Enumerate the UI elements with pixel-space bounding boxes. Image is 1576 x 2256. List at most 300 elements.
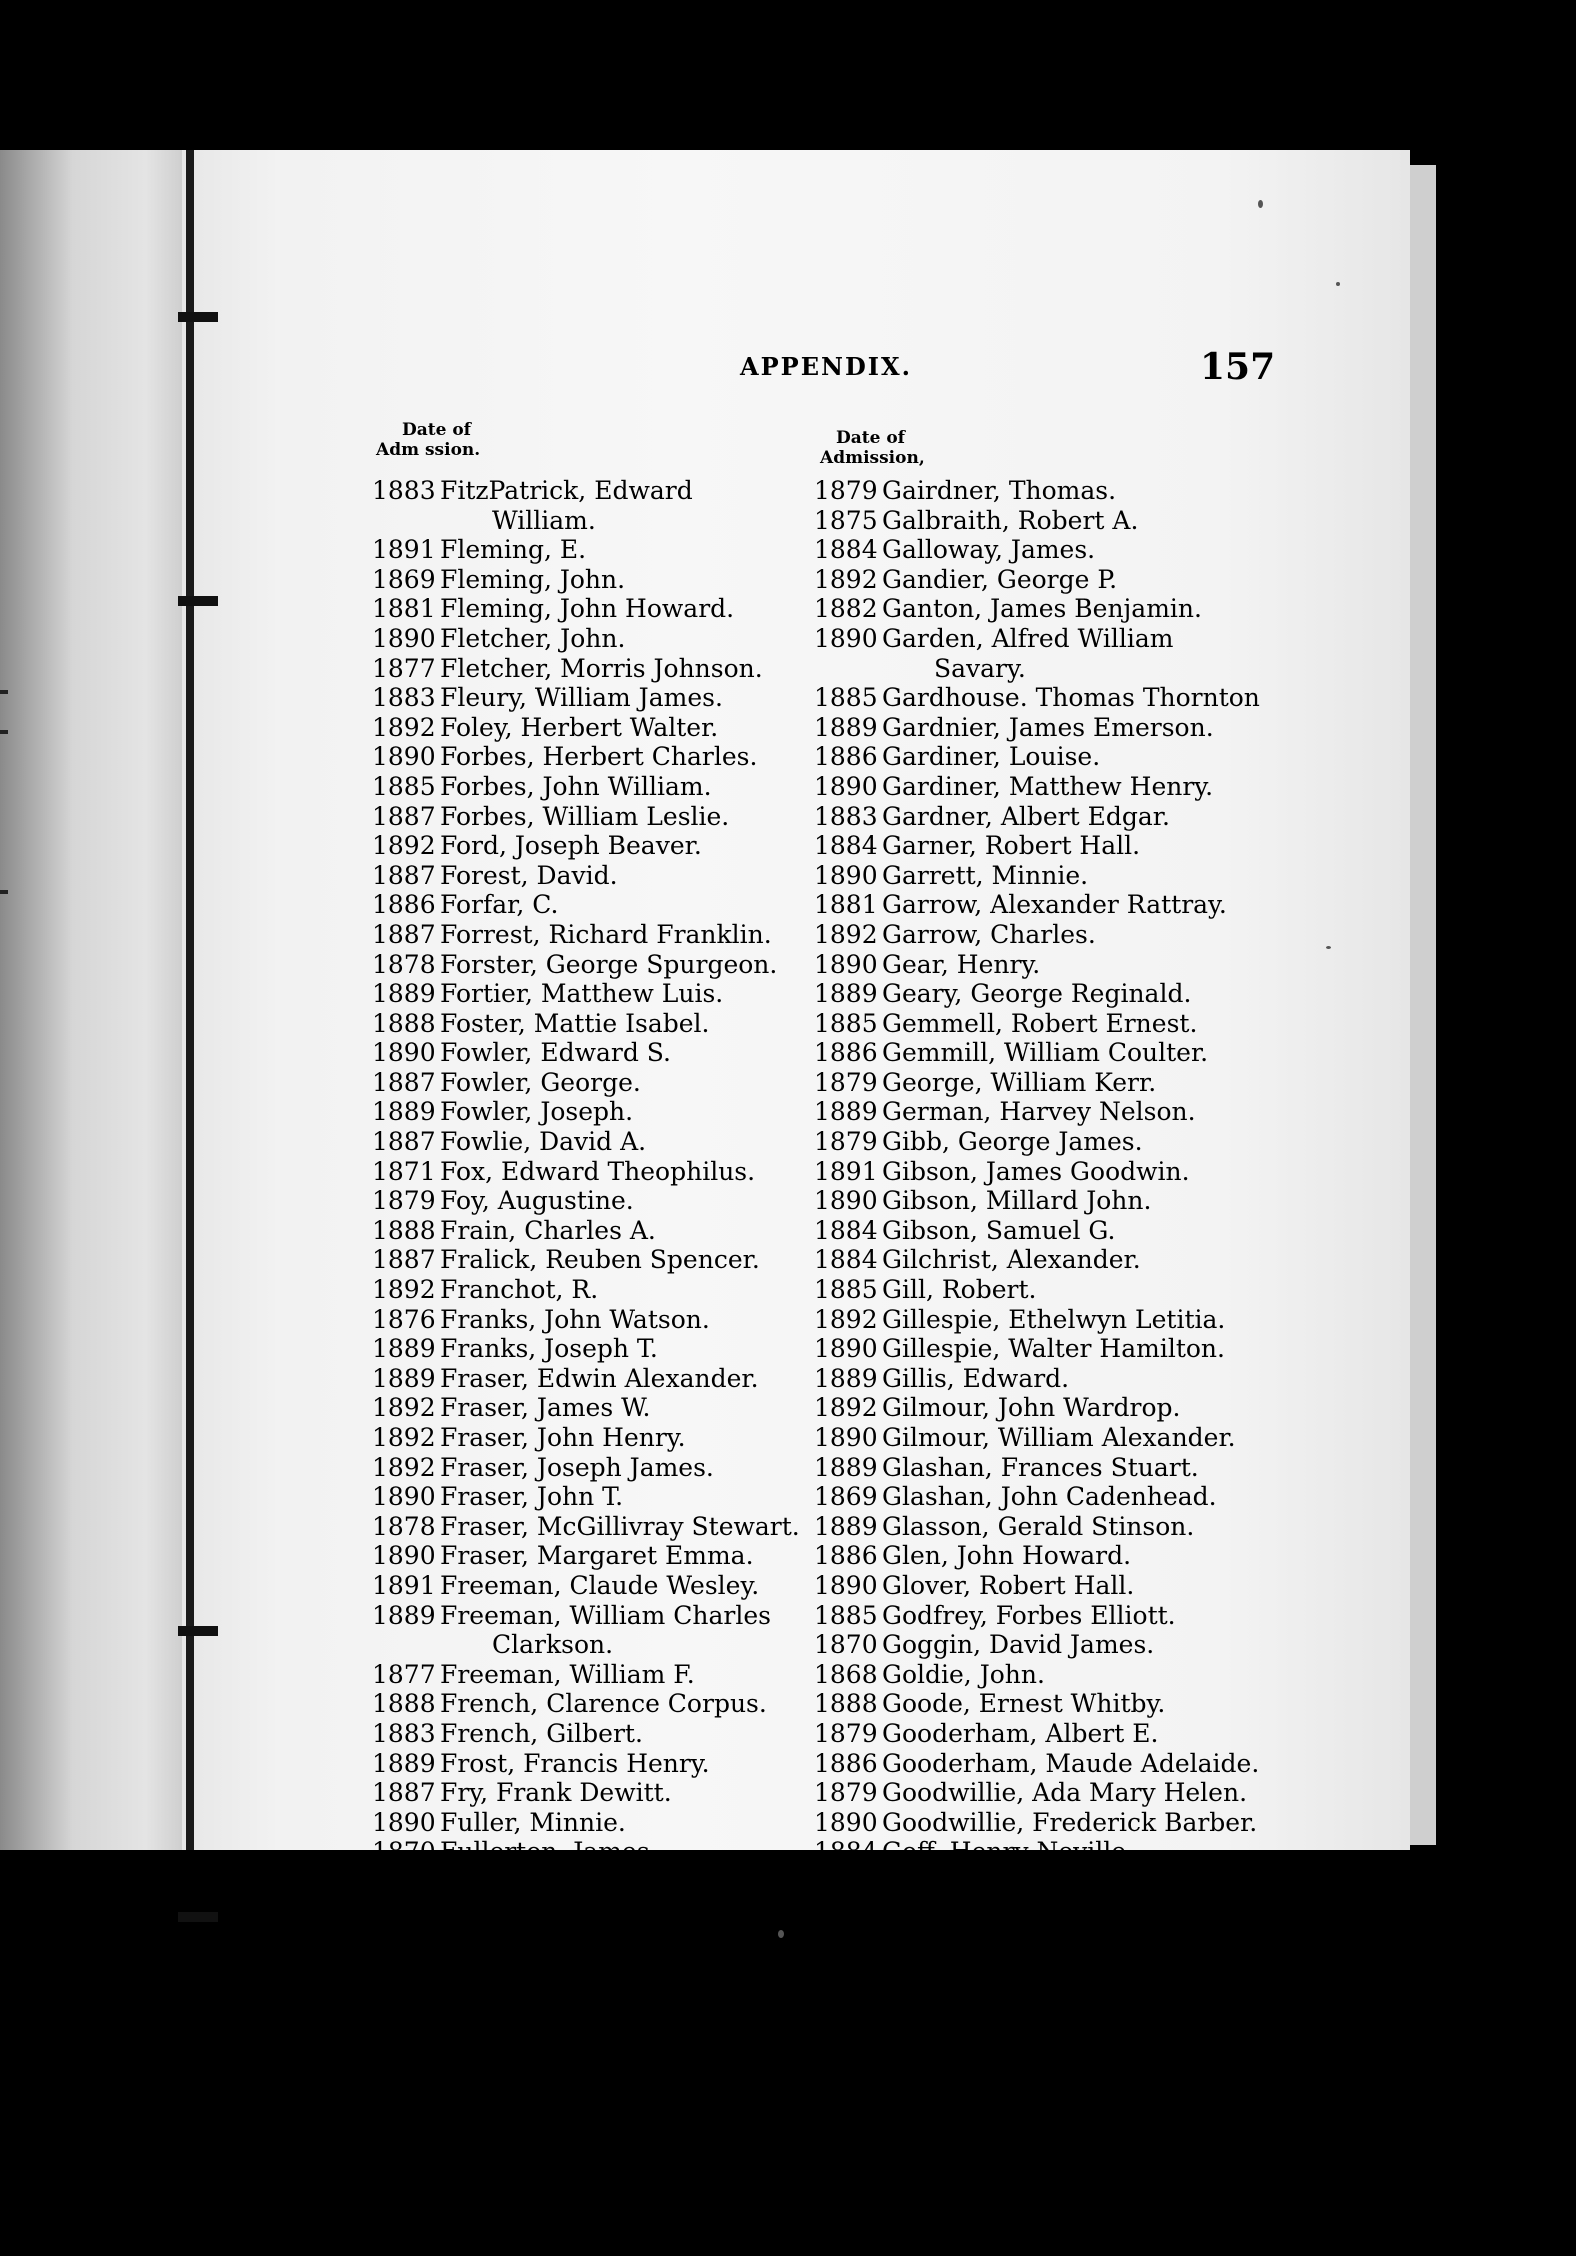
member-name: Fowler, George. (440, 1067, 641, 1097)
register-entry (814, 594, 1264, 624)
member-name: Gooderham, Albert E. (882, 1718, 1159, 1748)
register-entry (372, 1660, 822, 1690)
member-name: Gardner, Albert Edgar. (882, 801, 1170, 831)
member-name: Fox, Edward Theophilus. (440, 1156, 756, 1186)
register-entry (814, 535, 1264, 565)
register-entry (814, 1660, 1264, 1690)
member-name: Forfar, C. (440, 890, 559, 920)
register-entry (814, 1157, 1264, 1187)
admission-year: 1869 (372, 564, 436, 594)
register-entry (372, 1038, 822, 1068)
register-entry (814, 1275, 1264, 1305)
binding-clip-4 (178, 1912, 218, 1922)
member-name: Ganton, James Benjamin. (882, 594, 1202, 624)
register-entry (372, 1453, 822, 1483)
admission-year: 1870 (372, 1837, 436, 1867)
dust-speck (1258, 200, 1263, 208)
admission-year: 1882 (814, 594, 878, 624)
member-name: Frain, Charles A. (440, 1215, 656, 1245)
member-name: Foley, Herbert Walter. (440, 712, 719, 742)
register-entry (372, 831, 822, 861)
member-name: Glen, John Howard. (882, 1541, 1132, 1571)
register-entry (372, 654, 822, 684)
register-entry (814, 920, 1264, 950)
admission-year: 1890 (814, 1334, 878, 1364)
admission-year: 1889 (814, 1452, 878, 1482)
register-entry (372, 1275, 822, 1305)
register-entry (372, 1305, 822, 1335)
member-name: Gillespie, Walter Hamilton. (882, 1334, 1225, 1364)
admission-year: 1892 (372, 1452, 436, 1482)
admission-year: 1892 (814, 1393, 878, 1423)
member-name: Gillespie, Ethelwyn Letitia. (882, 1304, 1226, 1334)
member-name: German, Harvey Nelson. (882, 1097, 1196, 1127)
register-entry (372, 476, 822, 506)
admission-year: 1890 (814, 1423, 878, 1452)
register-entry (814, 1038, 1264, 1068)
register-entry (372, 594, 822, 624)
member-name: Franks, Joseph T. (440, 1334, 658, 1364)
admission-year: 1878 (372, 1511, 436, 1541)
register-entry (814, 1009, 1264, 1039)
admission-year: 1886 (814, 742, 878, 772)
member-name: Forrest, Richard Franklin. (440, 919, 772, 949)
register-entry (814, 476, 1264, 506)
member-name: Fletcher, Morris Johnson. (440, 653, 763, 683)
member-name: Frost, Francis Henry. (440, 1748, 710, 1778)
admission-year: 1883 (814, 801, 878, 831)
admission-year: 1887 (372, 1067, 436, 1097)
admission-year: 1884 (814, 1837, 878, 1867)
member-name: French, Clarence Corpus. (440, 1689, 767, 1719)
member-name: Fraser, John Henry. (440, 1423, 686, 1452)
admission-year: 1871 (372, 1156, 436, 1186)
member-name: Freeman, William Charles (440, 1600, 771, 1630)
admission-year: 1885 (814, 683, 878, 713)
member-name: Fortier, Matthew Luis. (440, 979, 724, 1009)
register-entry (814, 1393, 1264, 1423)
member-name: Goggin, David James. (882, 1630, 1155, 1660)
register-entry (372, 1009, 822, 1039)
admission-year: 1876 (372, 1304, 436, 1334)
member-name: Fleming, E. (440, 535, 587, 565)
register-entry (814, 1601, 1264, 1631)
register-entry (814, 1808, 1264, 1838)
member-name: Gear, Henry. (882, 949, 1041, 979)
register-entry (814, 1097, 1264, 1127)
member-name: Gardiner, Louise. (882, 742, 1101, 772)
right-heading-line2: Admission, (820, 448, 925, 468)
register-entry (814, 1689, 1264, 1719)
register-entry (814, 1364, 1264, 1394)
member-name: Goldie, John. (882, 1659, 1045, 1689)
register-entry (372, 1097, 822, 1127)
register-entry (814, 654, 1264, 684)
member-name: Fraser, James W. (440, 1393, 651, 1423)
member-name: Fry, Frank Dewitt. (440, 1778, 672, 1808)
member-name: Franchot, R. (440, 1275, 599, 1305)
admission-year: 1885 (814, 1600, 878, 1630)
register-entry (372, 1334, 822, 1364)
register-entry (372, 1630, 822, 1660)
admission-year: 1887 (372, 919, 436, 949)
register-entry (814, 683, 1264, 713)
register-entry (372, 802, 822, 832)
register-entry (372, 713, 822, 743)
register-entry (814, 1423, 1264, 1453)
admission-year: 1888 (814, 1689, 878, 1719)
member-name: Geary, George Reginald. (882, 979, 1192, 1009)
admission-year: 1892 (372, 1423, 436, 1452)
left-column-heading (376, 420, 481, 460)
admission-year: 1890 (372, 1482, 436, 1512)
member-name: Garden, Alfred William (882, 623, 1174, 653)
admission-year: 1890 (814, 949, 878, 979)
admission-year: 1891 (814, 1156, 878, 1186)
member-name: Garrett, Minnie. (882, 860, 1089, 890)
admission-year: 1885 (372, 771, 436, 801)
register-entry (372, 506, 822, 536)
register-entry (814, 979, 1264, 1009)
admission-year: 1892 (372, 1393, 436, 1423)
register-entry (372, 742, 822, 772)
admission-year: 1883 (372, 683, 436, 713)
register-entry (814, 1512, 1264, 1542)
admission-year: 1879 (372, 1186, 436, 1216)
admission-year: 1892 (814, 1304, 878, 1334)
register-entry (372, 950, 822, 980)
register-entry (814, 1245, 1264, 1275)
admission-year: 1888 (372, 1215, 436, 1245)
member-name: Gilchrist, Alexander. (882, 1245, 1141, 1275)
register-entry (814, 1630, 1264, 1660)
member-name: Fleming, John. (440, 564, 626, 594)
register-entry (372, 535, 822, 565)
member-name: Fowlie, David A. (440, 1127, 647, 1157)
admission-year: 1890 (372, 1038, 436, 1068)
admission-year: 1889 (372, 1600, 436, 1630)
member-name: Freeman, Claude Wesley. (440, 1570, 760, 1600)
register-entry (814, 506, 1264, 536)
member-name: Fralick, Reuben Spencer. (440, 1245, 760, 1275)
member-name: Garrow, Alexander Rattray. (882, 890, 1227, 920)
register-entry (814, 565, 1264, 595)
admission-year: 1890 (372, 1541, 436, 1571)
admission-year: 1889 (814, 1363, 878, 1393)
member-name: Gemmell, Robert Ernest. (882, 1008, 1198, 1038)
member-name: Fowler, Joseph. (440, 1097, 634, 1127)
register-entry (372, 861, 822, 891)
admission-year: 1886 (814, 1541, 878, 1571)
member-name: Gardnier, James Emerson. (882, 712, 1214, 742)
member-name: Gibb, George James. (882, 1127, 1143, 1157)
register-entry (814, 1749, 1264, 1779)
register-entry (372, 920, 822, 950)
member-name: Gill, Robert. (882, 1275, 1037, 1305)
register-entry (372, 1719, 822, 1749)
admission-year: 1879 (814, 1778, 878, 1808)
register-entry (372, 1778, 822, 1808)
member-name: Forbes, Herbert Charles. (440, 742, 758, 772)
admission-year: 1883 (372, 476, 436, 505)
member-name: Garrow, Charles. (882, 919, 1096, 949)
admission-year: 1884 (814, 1215, 878, 1245)
admission-year: 1887 (372, 1778, 436, 1808)
right-heading-line1: Date of (836, 428, 905, 448)
register-entry (372, 1127, 822, 1157)
register-entry (814, 802, 1264, 832)
member-name: Gibson, James Goodwin. (882, 1156, 1190, 1186)
admission-year: 1881 (372, 594, 436, 624)
member-name: Gardhouse. Thomas Thornton (882, 683, 1260, 713)
member-name: Glashan, John Cadenhead. (882, 1482, 1217, 1512)
admission-year: 1886 (814, 1748, 878, 1778)
binding-clip-1 (178, 312, 218, 322)
admission-year: 1890 (814, 860, 878, 890)
admission-year: 1877 (372, 1659, 436, 1689)
running-head: APPENDIX. (740, 352, 912, 381)
member-name: Gordon, Andrew Robertson. (882, 1866, 1237, 1896)
member-name: William. (492, 505, 596, 535)
member-name: Fuller, Minnie. (440, 1807, 626, 1837)
register-entry (372, 1216, 822, 1246)
admission-year: 1890 (814, 1807, 878, 1837)
admission-year: 1889 (814, 1097, 878, 1127)
admission-year: 1887 (372, 860, 436, 890)
binding-clip-3 (178, 1626, 218, 1636)
left-column-list (372, 476, 822, 1897)
register-entry (814, 1334, 1264, 1364)
member-name: Glover, Robert Hall. (882, 1570, 1135, 1600)
register-entry (814, 831, 1264, 861)
member-name: Goodwillie, Frederick Barber. (882, 1807, 1258, 1837)
register-entry (814, 1867, 1264, 1897)
register-entry (372, 890, 822, 920)
register-entry (814, 861, 1264, 891)
admission-year: 1890 (372, 1807, 436, 1837)
member-name: Fraser, Margaret Emma. (440, 1541, 754, 1571)
admission-year: 1892 (814, 919, 878, 949)
register-entry (814, 1216, 1264, 1246)
register-entry (814, 1305, 1264, 1335)
register-entry (814, 1127, 1264, 1157)
member-name: Gandier, George P. (882, 564, 1118, 594)
admission-year: 1884 (814, 831, 878, 861)
page-number: 157 (1200, 346, 1276, 388)
member-name: Gooderham, Maude Adelaide. (882, 1748, 1260, 1778)
admission-year: 1883 (372, 1718, 436, 1748)
admission-year: 1885 (814, 1008, 878, 1038)
admission-year: 1889 (814, 979, 878, 1009)
admission-year: 1892 (372, 1275, 436, 1305)
register-entry (372, 1482, 822, 1512)
admission-year: 1875 (814, 505, 878, 535)
register-entry (814, 742, 1264, 772)
dust-speck (778, 1930, 784, 1938)
register-entry (814, 1482, 1264, 1512)
right-column-list (814, 476, 1264, 1897)
member-name: Foster, Mattie Isabel. (440, 1008, 710, 1038)
member-name: Gilmour, John Wardrop. (882, 1393, 1181, 1423)
register-entry (814, 1541, 1264, 1571)
admission-year: 1889 (814, 712, 878, 742)
admission-year: 1888 (372, 1008, 436, 1038)
binding-clip-2 (178, 596, 218, 606)
admission-year: 1890 (814, 623, 878, 653)
page-edge-right (1410, 165, 1436, 1845)
dust-speck (1336, 282, 1340, 286)
admission-year: 1889 (372, 1334, 436, 1364)
member-name: Gemmill, William Coulter. (882, 1038, 1209, 1068)
register-entry (372, 1157, 822, 1187)
admission-year: 1870 (814, 1630, 878, 1660)
member-name: Gardiner, Matthew Henry. (882, 771, 1214, 801)
admission-year: 1888 (372, 1689, 436, 1719)
admission-year: 1891 (372, 1570, 436, 1600)
admission-year: 1889 (372, 1363, 436, 1393)
member-name: Galloway, James. (882, 535, 1096, 565)
register-entry (814, 1186, 1264, 1216)
register-entry (814, 624, 1264, 654)
member-name: Gairdner, Thomas. (882, 476, 1117, 505)
register-entry (372, 683, 822, 713)
admission-year: 1892 (814, 564, 878, 594)
register-entry (372, 1808, 822, 1838)
admission-year: 1887 (372, 801, 436, 831)
admission-year: 1869 (814, 1482, 878, 1512)
member-name: Godfrey, Forbes Elliott. (882, 1600, 1176, 1630)
member-name: Fleming, John Howard. (440, 594, 735, 624)
register-entry (372, 1867, 822, 1897)
member-name: Forster, George Spurgeon. (440, 949, 778, 979)
register-entry (372, 1749, 822, 1779)
admission-year: 1889 (372, 1097, 436, 1127)
register-entry (372, 1541, 822, 1571)
member-name: Forest, David. (440, 860, 618, 890)
member-name: George, William Kerr. (882, 1067, 1157, 1097)
binding-spine (186, 150, 194, 1850)
admission-year: 1890 (372, 742, 436, 772)
register-entry (814, 1453, 1264, 1483)
admission-year: 1889 (372, 979, 436, 1009)
register-entry (372, 772, 822, 802)
member-name: Fraser, John T. (440, 1482, 624, 1512)
admission-year: 1892 (372, 831, 436, 861)
admission-year: 1891 (372, 535, 436, 565)
admission-year: 1883 (814, 1866, 878, 1896)
member-name: Goode, Ernest Whitby. (882, 1689, 1166, 1719)
member-name: Clarkson. (492, 1630, 614, 1660)
admission-year: 1886 (372, 890, 436, 920)
admission-year: 1877 (372, 653, 436, 683)
register-entry (372, 1068, 822, 1098)
register-entry (372, 1837, 822, 1867)
admission-year: 1879 (814, 1127, 878, 1157)
member-name: Gilmour, William Alexander. (882, 1423, 1236, 1452)
member-name: Freeman, William F. (440, 1659, 695, 1689)
register-entry (372, 1364, 822, 1394)
member-name: Fletcher, John. (440, 623, 626, 653)
register-entry (372, 1393, 822, 1423)
dust-speck (1326, 946, 1331, 949)
register-entry (814, 1778, 1264, 1808)
register-entry (814, 1837, 1264, 1867)
member-name: Fullerton, James. (440, 1837, 658, 1867)
admission-year: 1879 (814, 1067, 878, 1097)
member-name: Gibson, Samuel G. (882, 1215, 1116, 1245)
admission-year: 1889 (814, 1511, 878, 1541)
member-name: Fraser, Edwin Alexander. (440, 1363, 759, 1393)
admission-year: 1885 (372, 1866, 436, 1896)
member-name: Galbraith, Robert A. (882, 505, 1139, 535)
register-entry (372, 1186, 822, 1216)
admission-year: 1886 (814, 1038, 878, 1068)
member-name: Gillis, Edward. (882, 1363, 1070, 1393)
register-entry (372, 1423, 822, 1453)
admission-year: 1879 (814, 1718, 878, 1748)
member-name: Forbes, William Leslie. (440, 801, 730, 831)
admission-year: 1890 (814, 771, 878, 801)
member-name: Fraser, Joseph James. (440, 1452, 714, 1482)
member-name: Ford, Joseph Beaver. (440, 831, 702, 861)
register-entry (814, 772, 1264, 802)
register-entry (814, 713, 1264, 743)
right-column-heading (820, 428, 925, 468)
register-entry (372, 979, 822, 1009)
member-name: Glashan, Frances Stuart. (882, 1452, 1199, 1482)
register-entry (372, 1601, 822, 1631)
admission-year: 1884 (814, 535, 878, 565)
member-name: French, Gilbert. (440, 1718, 643, 1748)
member-name: Garner, Robert Hall. (882, 831, 1141, 861)
left-heading-line1: Date of (402, 420, 471, 440)
admission-year: 1885 (814, 1275, 878, 1305)
register-entry (814, 1719, 1264, 1749)
admission-year: 1887 (372, 1127, 436, 1157)
register-entry (372, 1689, 822, 1719)
member-name: Foy, Augustine. (440, 1186, 634, 1216)
member-name: Fraser, McGillivray Stewart. (440, 1511, 800, 1541)
member-name: Gadsby, Henry F. (440, 1866, 655, 1896)
register-entry (372, 1245, 822, 1275)
member-name: Fowler, Edward S. (440, 1038, 671, 1068)
member-name: Savary. (934, 653, 1026, 683)
register-entry (372, 1512, 822, 1542)
member-name: Forbes, John William. (440, 771, 712, 801)
member-name: Goff, Henry Neville. (882, 1837, 1135, 1867)
admission-year: 1890 (814, 1570, 878, 1600)
admission-year: 1889 (372, 1748, 436, 1778)
register-entry (372, 1571, 822, 1601)
register-entry (814, 950, 1264, 980)
register-entry (814, 1068, 1264, 1098)
member-name: Gibson, Millard John. (882, 1186, 1152, 1216)
admission-year: 1892 (372, 712, 436, 742)
facing-page-edge (0, 150, 182, 1850)
left-heading-line2: Adm ssion. (376, 440, 481, 460)
admission-year: 1868 (814, 1659, 878, 1689)
admission-year: 1878 (372, 949, 436, 979)
admission-year: 1890 (814, 1186, 878, 1216)
admission-year: 1890 (372, 623, 436, 653)
admission-year: 1887 (372, 1245, 436, 1275)
register-entry (372, 624, 822, 654)
member-name: Glasson, Gerald Stinson. (882, 1511, 1195, 1541)
admission-year: 1884 (814, 1245, 878, 1275)
register-entry (814, 1571, 1264, 1601)
register-entry (372, 565, 822, 595)
admission-year: 1879 (814, 476, 878, 505)
